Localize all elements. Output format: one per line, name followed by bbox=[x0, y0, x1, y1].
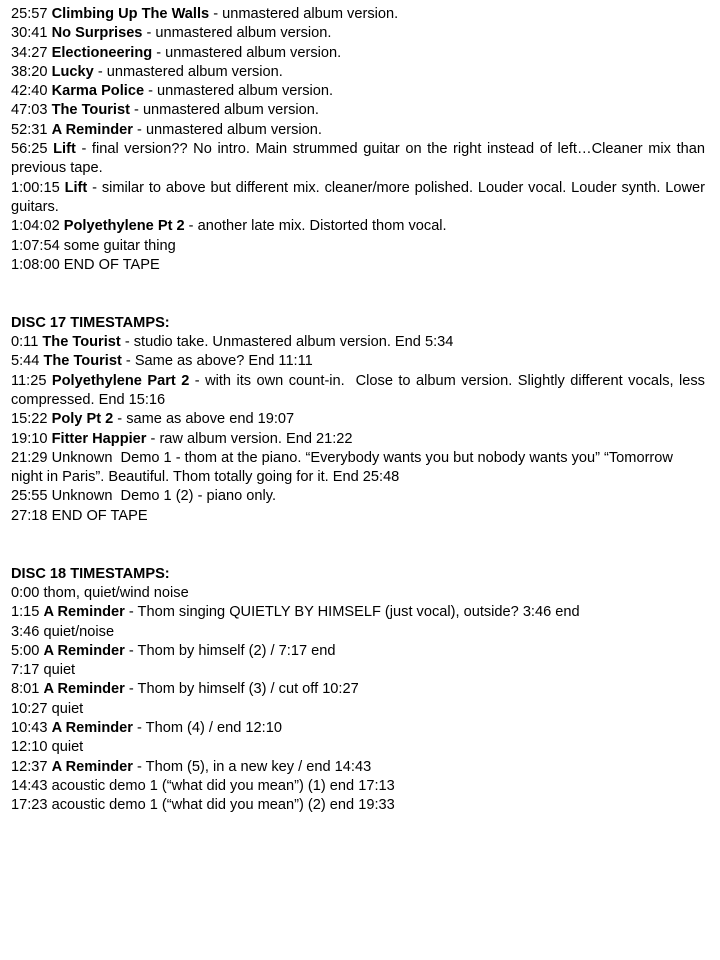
entry-note: quiet/noise bbox=[43, 623, 115, 640]
song-title: Lift bbox=[53, 141, 76, 158]
timestamp: 1:07:54 bbox=[11, 237, 60, 254]
entry-note: - with its own count-in. Close to album version. Slightly different vocals, less compressed. End 15:16 bbox=[11, 372, 710, 408]
entry-note: - studio take. Unmastered album version. End 5:34 bbox=[120, 334, 454, 351]
entry bbox=[11, 430, 705, 449]
entry-note: - final version?? No intro. Main strummed guitar on the right instead of left…Cleaner mix than previous tape. bbox=[11, 141, 710, 177]
entry bbox=[11, 63, 705, 82]
timestamp: 30:41 bbox=[11, 25, 48, 42]
entry-note: acoustic demo 1 (“what did you mean”) (2) end 19:33 bbox=[51, 797, 395, 814]
timestamp: 19:10 bbox=[11, 430, 48, 447]
song-title: A Reminder bbox=[51, 121, 133, 138]
song-title: The Tourist bbox=[43, 353, 122, 370]
entry bbox=[11, 101, 705, 120]
entry bbox=[11, 507, 705, 526]
entry bbox=[11, 24, 705, 43]
timestamp: 11:25 bbox=[11, 372, 47, 389]
spacer bbox=[11, 526, 705, 565]
entry-note: - unmastered album version. bbox=[93, 63, 283, 80]
entry-note: quiet bbox=[51, 700, 84, 717]
timestamp: 15:22 bbox=[11, 411, 48, 428]
spacer bbox=[11, 275, 705, 314]
entry-note: - Thom (4) / end 12:10 bbox=[132, 719, 282, 736]
entry-note: - similar to above but different mix. cleaner/more polished. Louder vocal. Louder synth. Lower guitars. bbox=[11, 179, 710, 215]
song-title: Polyethylene Part 2 bbox=[51, 372, 190, 389]
timestamp: 3:46 bbox=[11, 623, 40, 640]
entry-note: thom, quiet/wind noise bbox=[43, 584, 189, 601]
timestamp: 38:20 bbox=[11, 63, 48, 80]
song-title: A Reminder bbox=[43, 604, 125, 621]
disc-18-section bbox=[11, 565, 705, 816]
entry-note: - unmastered album version. bbox=[129, 102, 319, 119]
entry bbox=[11, 758, 705, 777]
entry-note: - Thom by himself (2) / 7:17 end bbox=[124, 642, 336, 659]
timestamp: 12:10 bbox=[11, 739, 48, 756]
entry bbox=[11, 352, 705, 371]
entry bbox=[11, 623, 705, 642]
timestamp: 42:40 bbox=[11, 83, 48, 100]
entry bbox=[11, 603, 705, 622]
timestamp: 1:00:15 bbox=[11, 179, 60, 196]
entry bbox=[11, 719, 705, 738]
timestamp: 56:25 bbox=[11, 141, 48, 158]
song-title: The Tourist bbox=[51, 102, 130, 119]
entry bbox=[11, 44, 705, 63]
entry-note: - unmastered album version. bbox=[132, 121, 322, 138]
disc-17-section bbox=[11, 314, 710, 526]
timestamp: 25:57 bbox=[11, 6, 48, 22]
entry bbox=[11, 217, 705, 236]
entry-note: - unmastered album version. bbox=[152, 44, 342, 61]
entry-note: END OF TAPE bbox=[51, 507, 148, 524]
timestamp: 34:27 bbox=[11, 44, 48, 61]
entry-note: - unmastered album version. bbox=[144, 83, 334, 100]
song-title: A Reminder bbox=[51, 719, 133, 736]
disc-17-heading: DISC 17 TIMESTAMPS: bbox=[11, 314, 170, 331]
timestamp: 52:31 bbox=[11, 121, 48, 138]
song-title: A Reminder bbox=[43, 681, 125, 698]
entry-note: quiet bbox=[43, 662, 76, 679]
timestamp: 5:00 bbox=[11, 642, 40, 659]
timestamp: 14:43 bbox=[11, 777, 48, 794]
entry-note: - unmastered album version. bbox=[209, 6, 399, 22]
song-title: Lucky bbox=[51, 63, 94, 80]
timestamp: 0:00 bbox=[11, 584, 40, 601]
entry-note: - Thom singing QUIETLY BY HIMSELF (just vocal), outside? 3:46 end bbox=[124, 604, 580, 621]
entry bbox=[11, 256, 705, 275]
timestamp: 0:11 bbox=[11, 334, 39, 351]
song-title: No Surprises bbox=[51, 25, 143, 42]
song-title: The Tourist bbox=[42, 334, 121, 351]
timestamp: 21:29 bbox=[11, 449, 48, 466]
timestamp: 10:27 bbox=[11, 700, 48, 717]
entry-note: - same as above end 19:07 bbox=[113, 411, 295, 428]
timestamp: 8:01 bbox=[11, 681, 40, 698]
entry bbox=[11, 738, 705, 757]
song-title: Lift bbox=[64, 179, 88, 196]
timestamp: 27:18 bbox=[11, 507, 48, 524]
entry bbox=[11, 449, 705, 488]
entry-note: Unknown Demo 1 (2) - piano only. bbox=[51, 488, 277, 505]
entry bbox=[11, 82, 705, 101]
tape-list-continued bbox=[11, 5, 710, 275]
entry bbox=[11, 372, 710, 411]
timestamp: 1:08:00 bbox=[11, 256, 60, 273]
entry-note: some guitar thing bbox=[63, 237, 176, 254]
entry-note: END OF TAPE bbox=[63, 256, 160, 273]
entry bbox=[11, 140, 710, 179]
song-title: Fitter Happier bbox=[51, 430, 147, 447]
song-title: A Reminder bbox=[43, 642, 125, 659]
song-title: A Reminder bbox=[51, 758, 133, 775]
timestamp: 17:23 bbox=[11, 797, 48, 814]
disc-18-heading: DISC 18 TIMESTAMPS: bbox=[11, 565, 170, 582]
entry-note: - Thom (5), in a new key / end 14:43 bbox=[132, 758, 372, 775]
timestamp: 47:03 bbox=[11, 102, 48, 119]
song-title: Poly Pt 2 bbox=[51, 411, 114, 428]
entry-note: - unmastered album version. bbox=[142, 25, 332, 42]
entry bbox=[11, 410, 705, 429]
timestamp: 1:04:02 bbox=[11, 218, 60, 235]
song-title: Polyethylene Pt 2 bbox=[63, 218, 185, 235]
entry bbox=[11, 5, 705, 24]
entry-note: quiet bbox=[51, 739, 84, 756]
timestamp: 12:37 bbox=[11, 758, 48, 775]
entry bbox=[11, 796, 705, 815]
entry bbox=[11, 700, 705, 719]
entry bbox=[11, 680, 705, 699]
entry-note: Unknown Demo 1 - thom at the piano. “Everybody wants you but nobody wants you” “Tomorrow night in Paris”. Beautiful. Thom totally going for it. End 25:48 bbox=[11, 449, 678, 486]
song-title: Karma Police bbox=[51, 83, 145, 100]
entry-note: - Same as above? End 11:11 bbox=[121, 353, 313, 370]
entry bbox=[11, 642, 705, 661]
entry bbox=[11, 237, 705, 256]
entry-note: acoustic demo 1 (“what did you mean”) (1) end 17:13 bbox=[51, 777, 395, 794]
entry bbox=[11, 584, 705, 603]
entry-note: - raw album version. End 21:22 bbox=[146, 430, 353, 447]
timestamp: 1:15 bbox=[11, 604, 40, 621]
song-title: Climbing Up The Walls bbox=[51, 6, 210, 22]
entry-note: - Thom by himself (3) / cut off 10:27 bbox=[124, 681, 359, 698]
timestamp: 25:55 bbox=[11, 488, 48, 505]
entry bbox=[11, 661, 705, 680]
entry bbox=[11, 121, 705, 140]
entry bbox=[11, 777, 705, 796]
entry-note: - another late mix. Distorted thom vocal. bbox=[184, 218, 447, 235]
timestamp: 10:43 bbox=[11, 719, 48, 736]
timestamp: 5:44 bbox=[11, 353, 40, 370]
entry bbox=[11, 487, 705, 506]
song-title: Electioneering bbox=[51, 44, 153, 61]
entry bbox=[11, 333, 705, 352]
entry bbox=[11, 179, 710, 218]
timestamp: 7:17 bbox=[11, 662, 40, 679]
